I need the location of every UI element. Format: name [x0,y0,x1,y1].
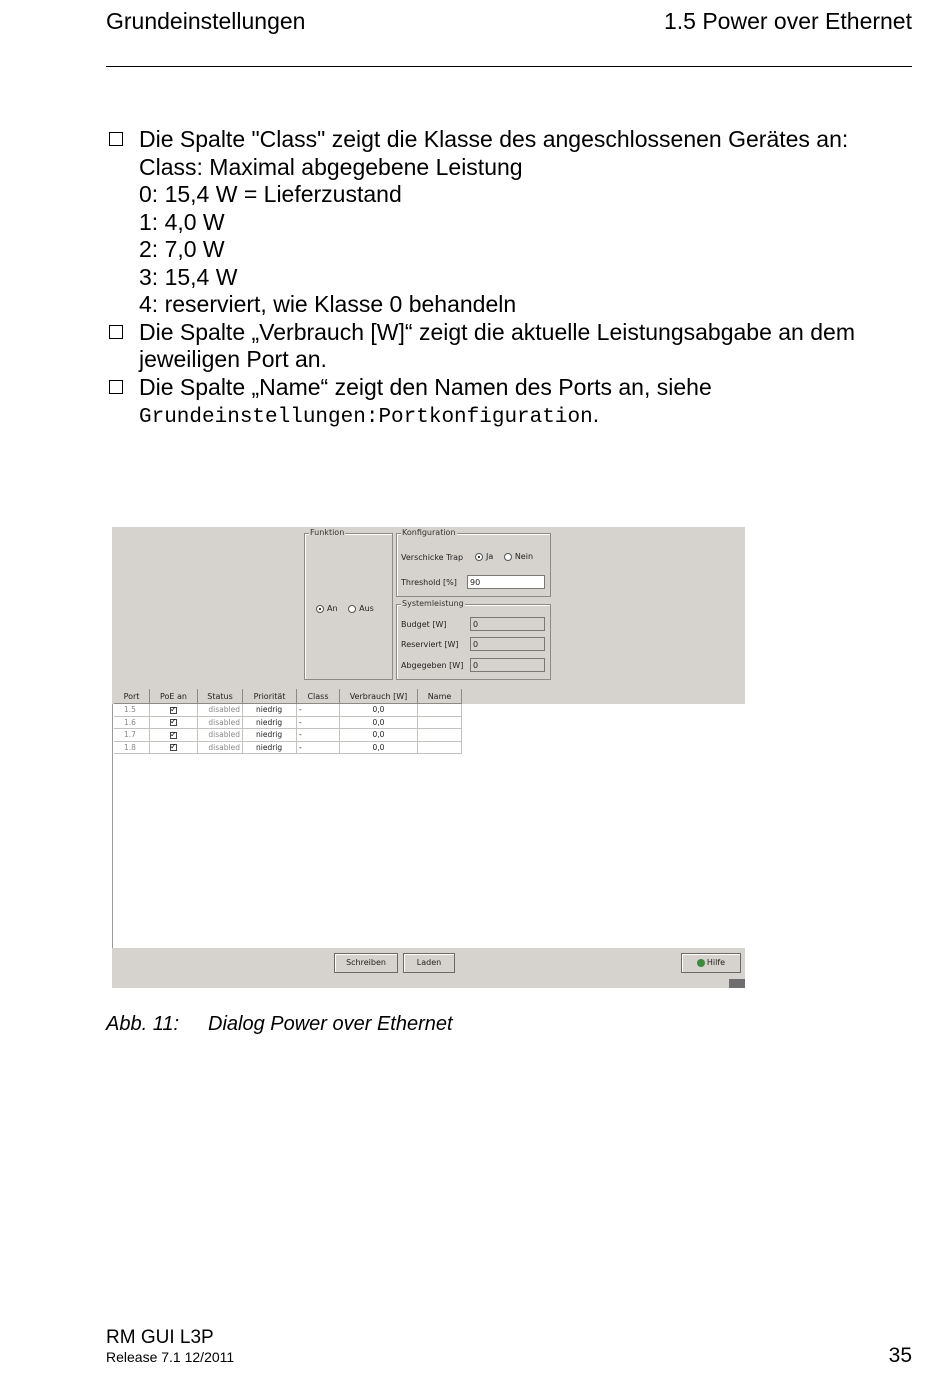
poe-checkbox[interactable] [170,707,177,714]
caption-text: Dialog Power over Ethernet [208,1013,453,1035]
col-priority[interactable]: Priorität [243,689,297,704]
bullet-line: Die Spalte „Verbrauch [W]“ zeigt die aktuelle Leistungsabgabe an dem [139,318,855,345]
bullet-line: 3: 15,4 W [139,263,238,290]
port-table-body [114,704,462,754]
body-text [106,126,912,432]
figure-caption [106,1013,453,1036]
bullet-name [106,374,912,432]
caption-number: Abb. 11: [106,1013,180,1035]
cell-verbrauch: 0,0 [340,742,418,755]
cell-verbrauch: 0,0 [340,729,418,742]
cell-priority[interactable]: niedrig [243,717,297,730]
bullet-line: 0: 15,4 W = Lieferzustand [139,181,402,207]
cell-name[interactable] [418,717,462,730]
bullet-line: jeweiligen Port an. [139,346,327,372]
cell-name[interactable] [418,704,462,717]
systemleistung-legend: Systemleistung [402,599,464,608]
funktion-off-label: Aus [359,604,374,613]
table-row[interactable] [114,717,462,730]
load-button[interactable]: Laden [403,953,455,973]
trap-no-radio[interactable] [504,553,512,561]
trap-yes-label: Ja [486,552,494,561]
cell-status: disabled [198,704,243,717]
cell-port: 1.7 [114,729,150,742]
cell-class: - [297,742,340,755]
cell-name[interactable] [418,729,462,742]
cell-class: - [297,729,340,742]
bullet-class [106,126,912,319]
cell-poe [150,704,198,717]
page-number: 35 [888,1344,912,1367]
budget-label: Budget [W] [401,620,447,629]
cell-status: disabled [198,742,243,755]
help-icon [697,959,705,967]
cell-verbrauch: 0,0 [340,717,418,730]
header-rule [106,66,912,67]
bullet-box-icon [109,380,123,394]
funktion-on-radio[interactable] [316,605,324,613]
bullet-line: 2: 7,0 W [139,236,225,262]
cell-priority[interactable]: niedrig [243,729,297,742]
table-row[interactable] [114,729,462,742]
funktion-on-label: An [327,604,338,613]
cell-class: - [297,717,340,730]
cell-class: - [297,704,340,717]
bullet-box-icon [109,132,123,146]
threshold-input[interactable]: 90 [467,575,545,589]
cell-poe [150,729,198,742]
write-button[interactable]: Schreiben [334,953,398,973]
header-chapter: Grundeinstellungen [106,8,306,34]
bullet-line [139,401,912,432]
abgegeben-field: 0 [470,658,545,672]
col-name[interactable]: Name [418,689,462,704]
reserviert-label: Reserviert [W] [401,640,459,649]
budget-field: 0 [470,617,545,631]
table-row[interactable] [114,704,462,717]
funktion-off-radio[interactable] [348,605,356,613]
col-verbrauch[interactable]: Verbrauch [W] [340,689,418,704]
cell-priority[interactable]: niedrig [243,704,297,717]
funktion-legend: Funktion [310,528,345,537]
help-label: Hilfe [706,958,726,967]
cell-verbrauch: 0,0 [340,704,418,717]
bullet-line: Class: Maximal abgegebene Leistung [139,153,523,180]
bullet-line: Die Spalte „Name“ zeigt den Namen des Ports an, siehe [139,373,712,400]
systemleistung-group [396,599,551,680]
resize-grip-icon[interactable] [729,979,745,988]
poe-checkbox[interactable] [170,732,177,739]
trap-yes-radio[interactable] [475,553,483,561]
konfiguration-group [396,528,551,597]
poe-checkbox[interactable] [170,744,177,751]
trap-label: Verschicke Trap [401,553,464,562]
footer-doc: RM GUI L3P [106,1327,214,1348]
cell-priority[interactable]: niedrig [243,742,297,755]
period: . [592,401,600,427]
abgegeben-label: Abgegeben [W] [401,661,464,670]
threshold-label: Threshold [%] [401,578,457,587]
table-left-border [112,704,113,948]
dialog-button-bar [112,948,745,988]
table-row[interactable] [114,742,462,755]
cell-port: 1.5 [114,704,150,717]
help-button[interactable] [681,953,741,973]
funktion-group [304,528,393,680]
col-status[interactable]: Status [198,689,243,704]
trap-no-label: Nein [514,552,534,561]
col-class[interactable]: Class [297,689,340,704]
reserviert-field: 0 [470,637,545,651]
cell-poe [150,742,198,755]
header-section: 1.5 Power over Ethernet [663,8,912,34]
bullet-line: Die Spalte "Class" zeigt die Klasse des angeschlossenen Gerätes an: [139,126,849,152]
konfiguration-legend: Konfiguration [402,528,456,537]
cell-status: disabled [198,717,243,730]
dialog-settings-area [112,527,745,690]
poe-checkbox[interactable] [170,719,177,726]
bullet-line: 1: 4,0 W [139,208,225,235]
cell-port: 1.8 [114,742,150,755]
cell-poe [150,717,198,730]
cell-name[interactable] [418,742,462,755]
bullet-box-icon [109,325,123,339]
footer-release: Release 7.1 12/2011 [106,1349,235,1365]
bullet-line: 4: reserviert, wie Klasse 0 behandeln [139,291,517,317]
bullet-verbrauch [106,319,912,374]
poe-dialog [112,527,745,988]
menu-path: Grundeinstellungen:Portkonfiguration [139,406,593,429]
port-table-header [114,689,462,704]
cell-port: 1.6 [114,717,150,730]
cell-status: disabled [198,729,243,742]
col-port[interactable]: Port [114,689,150,704]
col-poe[interactable]: PoE an [150,689,198,704]
